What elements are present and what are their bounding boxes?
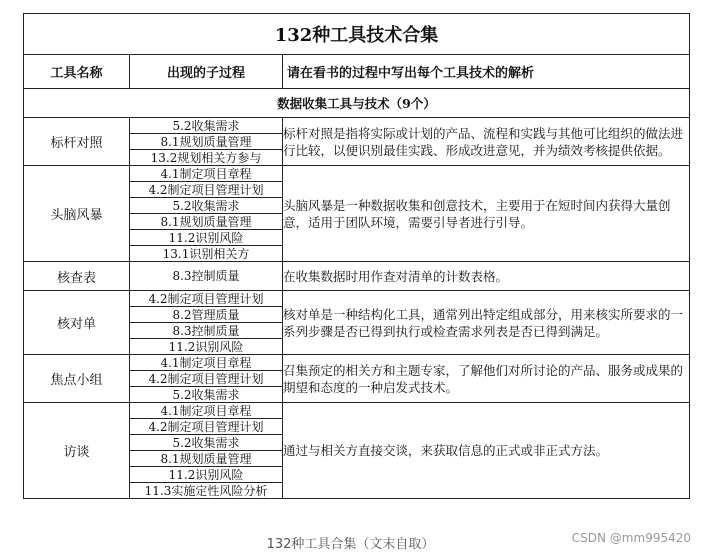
tool-description: 在收集数据时用作查对清单的计数表格。 — [283, 262, 690, 291]
sub-process: 5.2收集需求 — [130, 198, 283, 214]
tool-name: 核查表 — [24, 262, 130, 291]
header-analysis: 请在看书的过程中写出每个工具技术的解析 — [283, 55, 690, 89]
image-caption: 132种工具合集（文末自取） — [266, 537, 435, 552]
header-tool-name: 工具名称 — [24, 55, 130, 89]
sub-process: 13.2规划相关方参与 — [130, 150, 283, 166]
sub-process: 11.3实施定性风险分析 — [130, 483, 283, 499]
sub-process: 8.1规划质量管理 — [130, 214, 283, 230]
tools-table — [23, 13, 690, 499]
tool-row — [24, 262, 690, 291]
watermark: CSDN @mm995420 — [571, 531, 691, 545]
tool-row — [24, 118, 690, 134]
sub-process: 8.2管理质量 — [130, 307, 283, 323]
sub-process: 4.1制定项目章程 — [130, 403, 283, 419]
sub-process: 4.2制定项目管理计划 — [130, 291, 283, 307]
title-row — [24, 14, 690, 55]
sub-process: 5.2收集需求 — [130, 435, 283, 451]
sub-process: 13.1识别相关方 — [130, 246, 283, 262]
tool-name: 焦点小组 — [24, 355, 130, 403]
tool-description: 召集预定的相关方和主题专家，了解他们对所讨论的产品、服务或成果的期望和态度的一种启发式技术。 — [283, 355, 690, 403]
sub-process: 8.3控制质量 — [130, 323, 283, 339]
tool-name: 标杆对照 — [24, 118, 130, 166]
header-process: 出现的子过程 — [130, 55, 283, 89]
sub-process: 8.1规划质量管理 — [130, 134, 283, 150]
tool-row — [24, 166, 690, 182]
tool-name: 访谈 — [24, 403, 130, 499]
tool-description: 核对单是一种结构化工具，通常列出特定组成部分，用来核实所要求的一系列步骤是否已得到执行或检查需求列表是否已得到满足。 — [283, 291, 690, 355]
tool-name: 头脑风暴 — [24, 166, 130, 262]
tool-description: 头脑风暴是一种数据收集和创意技术，主要用于在短时间内获得大量创意，适用于团队环境，需要引导者进行引导。 — [283, 166, 690, 262]
sub-process: 4.2制定项目管理计划 — [130, 419, 283, 435]
sub-process: 4.2制定项目管理计划 — [130, 182, 283, 198]
sub-process: 5.2收集需求 — [130, 118, 283, 134]
sub-process: 11.2识别风险 — [130, 339, 283, 355]
header-row — [24, 55, 690, 89]
tool-row — [24, 355, 690, 371]
sub-process: 4.2制定项目管理计划 — [130, 371, 283, 387]
sub-process: 4.1制定项目章程 — [130, 355, 283, 371]
tool-description: 通过与相关方直接交谈，来获取信息的正式或非正式方法。 — [283, 403, 690, 499]
section-row — [24, 89, 690, 118]
sub-process: 11.2识别风险 — [130, 467, 283, 483]
sub-process: 4.1制定项目章程 — [130, 166, 283, 182]
sub-process: 8.3控制质量 — [130, 262, 283, 291]
page-title: 132种工具技术合集 — [24, 14, 690, 55]
section-heading: 数据收集工具与技术（9个） — [24, 89, 690, 118]
tool-row — [24, 291, 690, 307]
tool-row — [24, 403, 690, 419]
sub-process: 11.2识别风险 — [130, 230, 283, 246]
sub-process: 5.2收集需求 — [130, 387, 283, 403]
sub-process: 8.1规划质量管理 — [130, 451, 283, 467]
tool-name: 核对单 — [24, 291, 130, 355]
tool-description: 标杆对照是指将实际或计划的产品、流程和实践与其他可比组织的做法进行比较，以便识别最佳实践、形成改进意见，并为绩效考核提供依据。 — [283, 118, 690, 166]
